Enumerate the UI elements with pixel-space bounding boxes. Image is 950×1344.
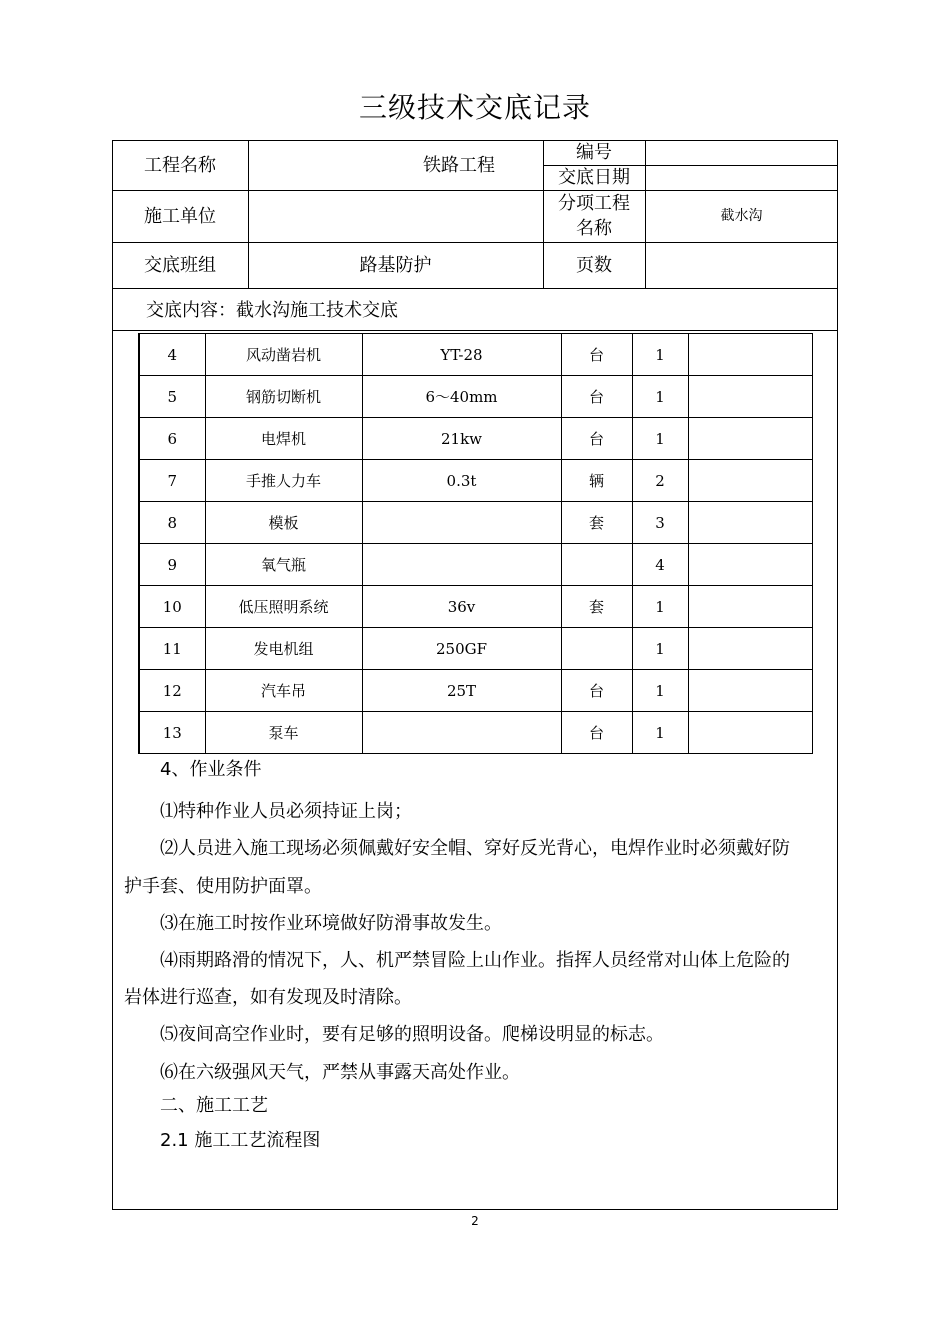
condition-4-line-1: ⑷雨期路滑的情况下，人、机严禁冒险上山作业。指挥人员经常对山体上危险的: [160, 950, 790, 971]
grid-line: [112, 288, 838, 289]
project-name-value: 铁路工程: [423, 154, 495, 176]
row-number: 13: [139, 712, 205, 754]
equipment-unit: 辆: [561, 460, 632, 502]
equipment-spec: 0.3t: [362, 460, 561, 502]
equipment-qty: 1: [632, 586, 688, 628]
table-row: [139, 418, 812, 460]
row-number: 8: [139, 502, 205, 544]
equipment-name: 钢筋切断机: [205, 376, 362, 418]
table-row: [139, 460, 812, 502]
team-label: 交底班组: [144, 254, 216, 276]
pages-label: 页数: [576, 254, 612, 276]
equipment-remark: [688, 628, 812, 670]
condition-2-line-1: ⑵人员进入施工现场必须佩戴好安全帽、穿好反光背心，电焊作业时必须戴好防: [160, 838, 790, 859]
date-label: 交底日期: [558, 167, 630, 188]
row-number: 6: [139, 418, 205, 460]
equipment-name: 泵车: [205, 712, 362, 754]
project-name-label: 工程名称: [144, 154, 216, 176]
equipment-qty: 4: [632, 544, 688, 586]
equipment-remark: [688, 460, 812, 502]
equipment-remark: [688, 502, 812, 544]
table-row: [139, 712, 812, 754]
condition-5: ⑸夜间高空作业时，要有足够的照明设备。爬梯设明显的标志。: [160, 1024, 664, 1045]
section-4-heading: 4、作业条件: [160, 759, 262, 780]
equipment-remark: [688, 418, 812, 460]
row-number: 4: [139, 334, 205, 376]
equipment-qty: 1: [632, 418, 688, 460]
equipment-name: 电焊机: [205, 418, 362, 460]
table-row: [139, 586, 812, 628]
equipment-qty: 1: [632, 376, 688, 418]
row-number: 10: [139, 586, 205, 628]
equipment-qty: 3: [632, 502, 688, 544]
table-row: [139, 334, 812, 376]
equipment-spec: 6～40mm: [362, 376, 561, 418]
equipment-qty: 1: [632, 712, 688, 754]
row-number: 11: [139, 628, 205, 670]
pages-value: [645, 242, 838, 288]
equipment-remark: [688, 376, 812, 418]
subproject-label: 分项工程 名称: [558, 193, 630, 239]
table-row: [139, 670, 812, 712]
equipment-remark: [688, 334, 812, 376]
equipment-spec: YT-28: [362, 334, 561, 376]
equipment-remark: [688, 712, 812, 754]
equipment-spec: [362, 712, 561, 754]
equipment-unit: 台: [561, 418, 632, 460]
equipment-unit: [561, 628, 632, 670]
subproject-value: 截水沟: [720, 207, 763, 224]
construction-unit-value: [248, 190, 543, 242]
equipment-remark: [688, 670, 812, 712]
row-number: 12: [139, 670, 205, 712]
equipment-unit: 台: [561, 376, 632, 418]
table-row: [139, 376, 812, 418]
grid-line: [112, 330, 838, 331]
equipment-unit: 台: [561, 670, 632, 712]
equipment-unit: 套: [561, 502, 632, 544]
condition-3: ⑶在施工时按作业环境做好防滑事故发生。: [160, 913, 502, 934]
equipment-table-body: [139, 334, 812, 754]
equipment-unit: 台: [561, 334, 632, 376]
equipment-spec: 25T: [362, 670, 561, 712]
row-number: 9: [139, 544, 205, 586]
equipment-qty: 2: [632, 460, 688, 502]
equipment-name: 汽车吊: [205, 670, 362, 712]
equipment-name: 手推人力车: [205, 460, 362, 502]
code-label: 编号: [576, 142, 612, 163]
equipment-spec: [362, 544, 561, 586]
equipment-spec: 21kw: [362, 418, 561, 460]
equipment-table: [138, 333, 813, 754]
equipment-spec: 250GF: [362, 628, 561, 670]
equipment-unit: 台: [561, 712, 632, 754]
condition-6: ⑹在六级强风天气，严禁从事露天高处作业。: [160, 1062, 520, 1083]
code-value: [645, 140, 838, 165]
equipment-name: 模板: [205, 502, 362, 544]
equipment-qty: 1: [632, 628, 688, 670]
table-row: [139, 544, 812, 586]
content-heading: 交底内容：截水沟施工技术交底: [146, 300, 398, 321]
table-row: [139, 628, 812, 670]
row-number: 5: [139, 376, 205, 418]
equipment-name: 发电机组: [205, 628, 362, 670]
equipment-name: 氧气瓶: [205, 544, 362, 586]
section-2-1-heading: 2.1 施工工艺流程图: [160, 1130, 321, 1151]
page-number: 2: [471, 1214, 479, 1228]
equipment-name: 低压照明系统: [205, 586, 362, 628]
condition-2-line-2: 护手套、使用防护面罩。: [124, 876, 322, 897]
equipment-remark: [688, 586, 812, 628]
equipment-spec: 36v: [362, 586, 561, 628]
equipment-remark: [688, 544, 812, 586]
section-2-heading: 二、施工工艺: [160, 1095, 268, 1116]
team-value: 路基防护: [359, 254, 432, 276]
date-value: [645, 165, 838, 190]
equipment-qty: 1: [632, 670, 688, 712]
equipment-name: 风动凿岩机: [205, 334, 362, 376]
equipment-unit: [561, 544, 632, 586]
table-row: [139, 502, 812, 544]
condition-4-line-2: 岩体进行巡查，如有发现及时清除。: [124, 987, 412, 1008]
row-number: 7: [139, 460, 205, 502]
construction-unit-label: 施工单位: [144, 205, 216, 227]
equipment-qty: 1: [632, 334, 688, 376]
condition-1: ⑴特种作业人员必须持证上岗；: [160, 801, 412, 822]
equipment-unit: 套: [561, 586, 632, 628]
equipment-spec: [362, 502, 561, 544]
document-title: 三级技术交底记录: [358, 91, 591, 124]
